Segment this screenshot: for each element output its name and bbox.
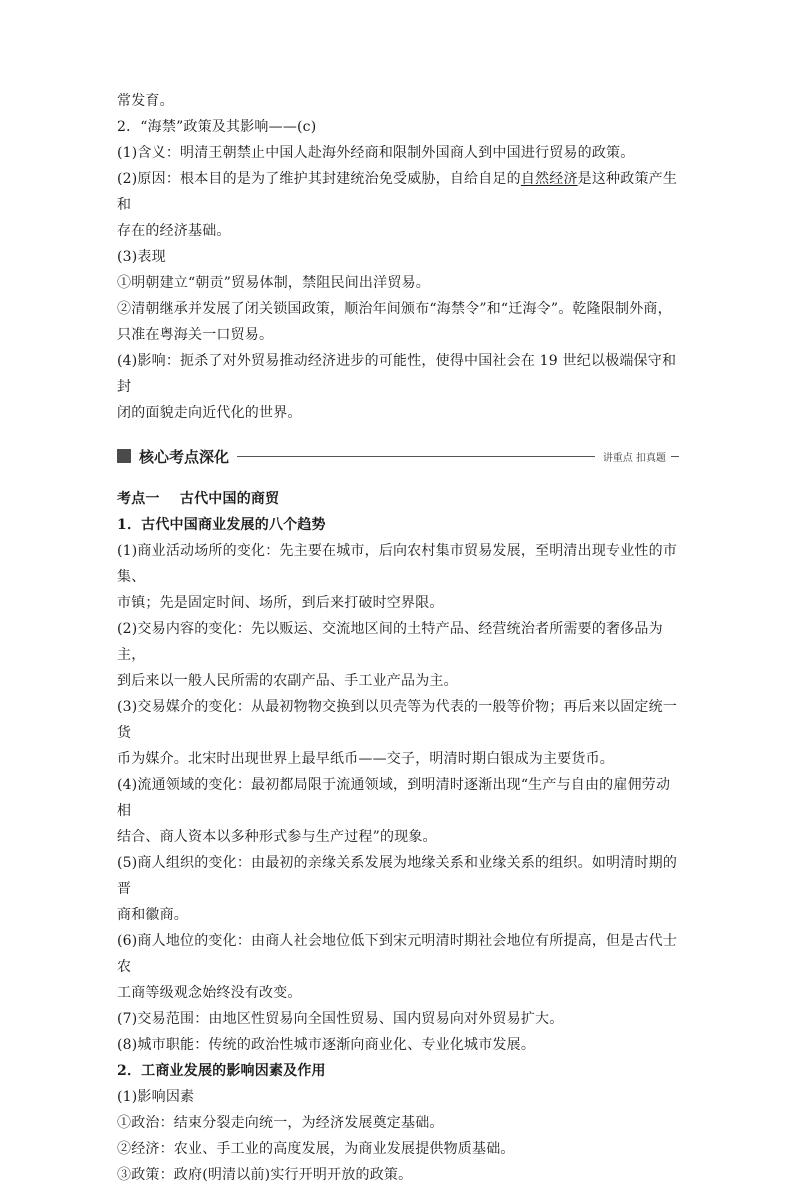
section-rule	[237, 456, 595, 457]
factor-politics: ①政治：结束分裂走向统一，为经济发展奠定基础。	[117, 1115, 444, 1131]
section-tag: 讲重点 扣真题	[602, 452, 666, 464]
subheading-factors: 2．工商业发展的影响因素及作用	[117, 1063, 326, 1079]
text-qing: ②清朝继承并发展了闭关锁国政策，顺治年间颁布“海禁令”和“迁海令”。乾隆限制外商，	[117, 301, 672, 317]
trend-7: (7)交易范围：由地区性贸易向全国性贸易、国内贸易向对外贸易扩大。	[117, 1011, 564, 1027]
trend-1-cont: 市镇；先是固定时间、场所，到后来打破时空界限。	[117, 595, 444, 611]
trend-8: (8)城市职能：传统的政治性城市逐渐向商业化、专业化城市发展。	[117, 1037, 536, 1053]
subheading-haijin: 2．“海禁”政策及其影响——(c)	[117, 119, 317, 135]
factor-policy: ③政策：政府(明清以前)实行开明开放的政策。	[117, 1167, 413, 1183]
section-header	[117, 444, 679, 468]
trend-3-cont: 币为媒介。北宋时出现世界上最早纸币——交子，明清时期白银成为主要货币。	[117, 751, 614, 767]
text-reason-cont: 存在的经济基础。	[117, 223, 231, 239]
trend-3: (3)交易媒介的变化：从最初物物交换到以贝壳等为代表的一般等价物；再后来以固定统一货	[117, 699, 678, 741]
section-title: 核心考点深化	[139, 447, 230, 466]
page-content	[117, 88, 679, 1188]
trend-6-cont: 工商等级观念始终没有改变。	[117, 985, 302, 1001]
underlined-term: 自然经济	[520, 171, 578, 187]
text-impact-cont: 闭的面貌走向近代化的世界。	[117, 405, 302, 421]
subheading-trends: 1．古代中国商业发展的八个趋势	[117, 517, 326, 533]
trend-1: (1)商业活动场所的变化：先主要在城市，后向农村集市贸易发展，至明清出现专业性的市集、	[117, 543, 678, 585]
trend-4: (4)流通领域的变化：最初都局限于流通领域，到明清时逐渐出现“生产与自由的雇佣劳动相	[117, 777, 671, 819]
trend-6: (6)商人地位的变化：由商人社会地位低下到宋元明清时期社会地位有所提高，但是古代士农	[117, 933, 678, 975]
text-ming: ①明朝建立“朝贡”贸易体制，禁阻民间出洋贸易。	[117, 275, 430, 291]
text-reason	[117, 166, 679, 218]
trend-4-cont: 结合、商人资本以多种形式参与生产过程”的现象。	[117, 829, 437, 845]
factor-economy: ②经济：农业、手工业的高度发展，为商业发展提供物质基础。	[117, 1141, 515, 1157]
factor-heading: (1)影响因素	[117, 1089, 195, 1105]
text-span: 是这种政策产生和	[117, 171, 678, 213]
trend-5: (5)商人组织的变化：由最初的亲缘关系发展为地缘关系和业缘关系的组织。如明清时期的晋	[117, 855, 678, 897]
trend-5-cont: 商和徽商。	[117, 907, 188, 923]
topic-heading: 考点一 古代中国的商贸	[117, 491, 280, 507]
text-qing-cont: 只准在粤海关一口贸易。	[117, 327, 274, 343]
text-impact: (4)影响：扼杀了对外贸易推动经济进步的可能性，使得中国社会在 19 世纪以极端保守和封	[117, 353, 677, 395]
section-rule-end	[671, 456, 679, 457]
trend-2: (2)交易内容的变化：先以贩运、交流地区间的土特产品、经营统治者所需要的奢侈品为主，	[117, 621, 663, 663]
trend-2-cont: 到后来以一般人民所需的农副产品、手工业产品为主。	[117, 673, 458, 689]
section-square-icon	[117, 449, 131, 463]
text-definition: (1)含义：明清王朝禁止中国人赴海外经商和限制外国商人到中国进行贸易的政策。	[117, 145, 635, 161]
text-span: (2)原因：根本目的是为了维护其封建统治免受威胁，自给自足的	[117, 171, 521, 187]
text-manifestation: (3)表现	[117, 249, 166, 265]
text-line: 常发育。	[117, 93, 174, 109]
